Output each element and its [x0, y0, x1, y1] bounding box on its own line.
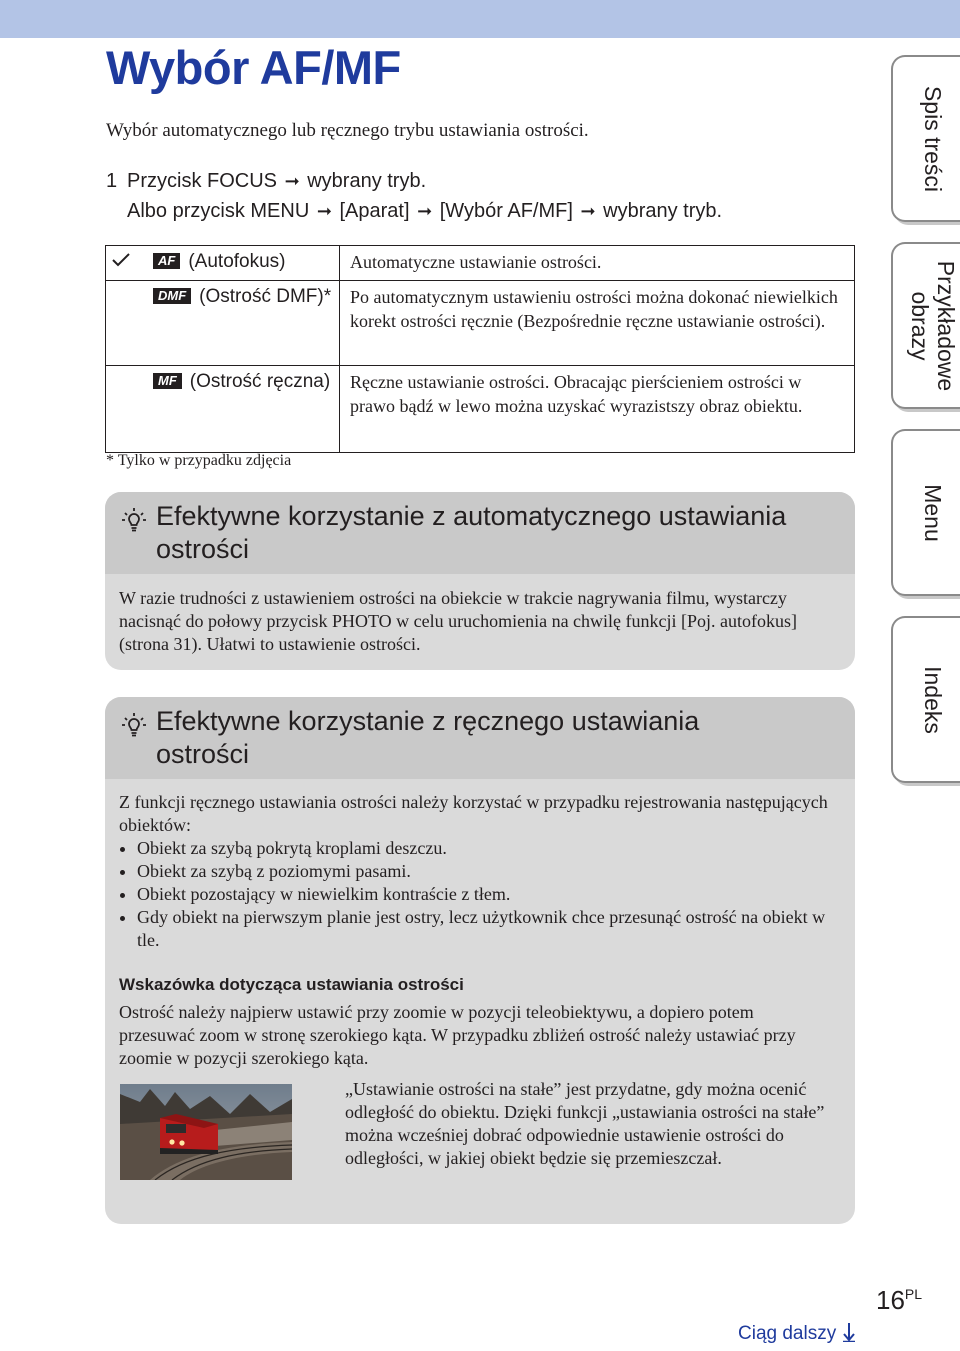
photo-caption: „Ustawianie ostrości na stałe” jest przydatne, gdy można ocenić odległość do obiektu. Dzięki funkcji „ustawiania ostrości na stałe” można wcześniej dobrać odpowiednie ustawienie ostrości do odległości, w jakiej obiekt będzie się przemieszczał.	[345, 1079, 825, 1168]
tip-body: W razie trudności z ustawieniem ostrości na obiekcie w trakcie nagrywania filmu, wystarczy nacisnąć do połowy przycisk PHOTO w celu uruchomienia na chwilę funkcji [Poj. autofokus] (strona 31). Ułatwi to ustawienie ostrości.	[119, 588, 798, 654]
arrow-down-icon	[842, 1322, 856, 1342]
check-cell	[106, 246, 150, 281]
list-item: • Obiekt pozostający w niewielkim kontraście z tłem.	[137, 883, 839, 906]
lightbulb-icon	[119, 710, 149, 740]
page-title: Wybór AF/MF	[106, 41, 401, 94]
tab-indeks[interactable]	[891, 616, 960, 783]
mode-name: MF (Ostrość ręczna)	[149, 366, 340, 453]
arrow-right-icon: ➞	[316, 201, 332, 221]
table-row	[106, 246, 855, 281]
checkmark-icon	[112, 252, 149, 272]
tip-title: Efektywne korzystanie z ręcznego ustawiania ostrości	[156, 706, 700, 769]
tab-spis-tresci[interactable]	[891, 55, 960, 222]
mode-name: AF (Autofokus)	[149, 246, 340, 281]
tab-label: Spis treści	[920, 85, 946, 192]
mode-description: Po automatycznym ustawieniu ostrości można dokonać niewielkich korekt ostrości ręcznie (Bezpośrednie ręczne ustawianie ostrości).	[340, 281, 855, 366]
af-badge-icon: AF	[153, 253, 180, 269]
table-row	[106, 281, 855, 366]
continue-label: Ciąg dalszy	[738, 1323, 837, 1344]
list-item: • Gdy obiekt na pierwszym planie jest ostry, lecz użytkownik chce przesunąć ostrość na obiekt w tle.	[137, 906, 839, 952]
mode-description: Ręczne ustawianie ostrości. Obracając pierścieniem ostrości w prawo bądź w lewo można uzyskać wyrazistszy obraz obiektu.	[340, 366, 855, 453]
continue-link[interactable]	[738, 1322, 856, 1345]
page-number: $16^{PL}$	[876, 1285, 923, 1315]
tip-body	[119, 791, 839, 952]
tab-label: Przykładowe obrazy	[907, 260, 959, 391]
tip-box-manual-focus	[105, 697, 855, 1224]
table-row	[106, 366, 855, 453]
check-cell	[106, 281, 150, 366]
intro-text: Wybór automatycznego lub ręcznego trybu ustawiania ostrości.	[106, 120, 589, 141]
step-text: wybrany tryb.	[603, 200, 723, 222]
mode-name: DMF (Ostrość DMF)*	[149, 281, 340, 366]
footnote: * Tylko w przypadku zdjęcia	[106, 452, 292, 469]
mf-badge-icon: MF	[153, 373, 182, 389]
step-text: wybrany tryb.	[307, 170, 427, 192]
step-text: [Wybór AF/MF]	[439, 200, 573, 222]
tip-subheading: Wskazówka dotycząca ustawiania ostrości	[119, 975, 464, 994]
step-number: 1	[106, 170, 118, 192]
arrow-right-icon: ➞	[417, 201, 433, 221]
focus-mode-table	[105, 245, 855, 453]
tip-intro: Z funkcji ręcznego ustawiania ostrości należy korzystać w przypadku rejestrowania następujących obiektów:	[119, 792, 828, 835]
tab-label: Menu	[920, 483, 946, 542]
tab-przykladowe-obrazy[interactable]	[891, 242, 960, 409]
lightbulb-icon	[119, 505, 149, 535]
top-color-bar	[0, 0, 960, 38]
tip-subtext: Ostrość należy najpierw ustawić przy zoomie w pozycji teleobiektywu, a dopiero potem przesuwać zoom w stronę szerokiego kąta. W przypadku zbliżeń ostrość należy ustawiać przy zoomie w pozycji szerokiego kąta.	[119, 1002, 796, 1068]
tip-title: Efektywne korzystanie z automatycznego ustawiania ostrości	[156, 501, 787, 564]
step-text: Przycisk FOCUS	[127, 170, 277, 192]
tip-box-autofocus	[105, 492, 855, 670]
tab-menu[interactable]	[891, 429, 960, 596]
arrow-right-icon: ➞	[284, 171, 300, 191]
bullet-list	[119, 837, 839, 952]
list-item: • Obiekt za szybą pokrytą kroplami deszczu.	[137, 837, 839, 860]
arrow-right-icon: ➞	[580, 201, 596, 221]
mode-description: Automatyczne ustawianie ostrości.	[340, 246, 855, 281]
page-suffix: PL	[904, 1286, 923, 1302]
tab-label: Indeks	[920, 665, 946, 734]
train-photo	[120, 1084, 292, 1180]
step-text: [Aparat]	[339, 200, 410, 222]
list-item: • Obiekt za szybą z poziomymi pasami.	[137, 860, 839, 883]
check-cell	[106, 366, 150, 453]
dmf-badge-icon: DMF	[153, 288, 191, 304]
step-text: Albo przycisk MENU	[127, 200, 310, 222]
